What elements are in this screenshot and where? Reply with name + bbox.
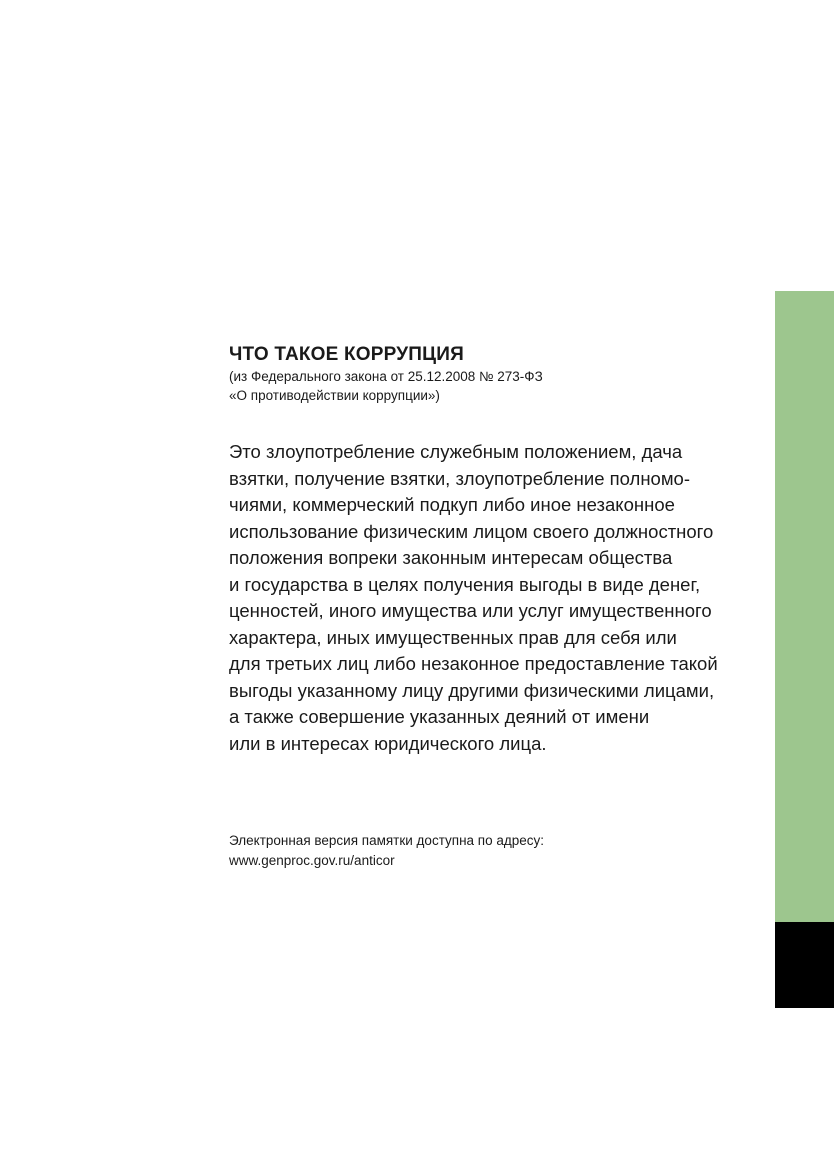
footer-note-text: Электронная версия памятки доступна по адресу: (229, 833, 545, 848)
definition-line: а также совершение указанных деяний от имени (229, 706, 650, 727)
definition-line: использование физическим лицом своего должностного (229, 520, 714, 542)
definition-line: выгоды указанному лицу другими физическими лицами, (229, 679, 715, 701)
green-accent-bar (775, 291, 834, 922)
definition-line: Это злоупотребление служебным положением, дача (229, 441, 683, 462)
black-accent-bar (775, 922, 834, 1008)
definition-line: для третьих лиц либо незаконное предоставление такой (229, 653, 718, 674)
definition-line: чиями, коммерческий подкуп либо иное незаконное (229, 494, 675, 515)
definition-line: положения вопреки законным интересам общества (229, 547, 673, 568)
footer-url-link[interactable]: www.genproc.gov.ru/anticor (229, 853, 395, 868)
definition-line: или в интересах юридического лица. (229, 732, 547, 754)
definition-line: ценностей, иного имущества или услуг имущественного (229, 600, 712, 621)
definition-line: и государства в целях получения выгоды в виде денег, (229, 573, 701, 595)
main-content (229, 343, 749, 757)
definition-text (229, 439, 749, 757)
definition-line: взятки, получение взятки, злоупотребление полномо- (229, 467, 691, 489)
source-reference-line-1: (из Федерального закона от 25.12.2008 № 273-ФЗ (229, 369, 543, 384)
page-title: ЧТО ТАКОЕ КОРРУПЦИЯ (229, 344, 464, 365)
source-reference-line-2: «О противодействии коррупции») (229, 388, 440, 403)
definition-line: характера, иных имущественных прав для себя или (229, 626, 677, 648)
footer-note (229, 831, 544, 871)
